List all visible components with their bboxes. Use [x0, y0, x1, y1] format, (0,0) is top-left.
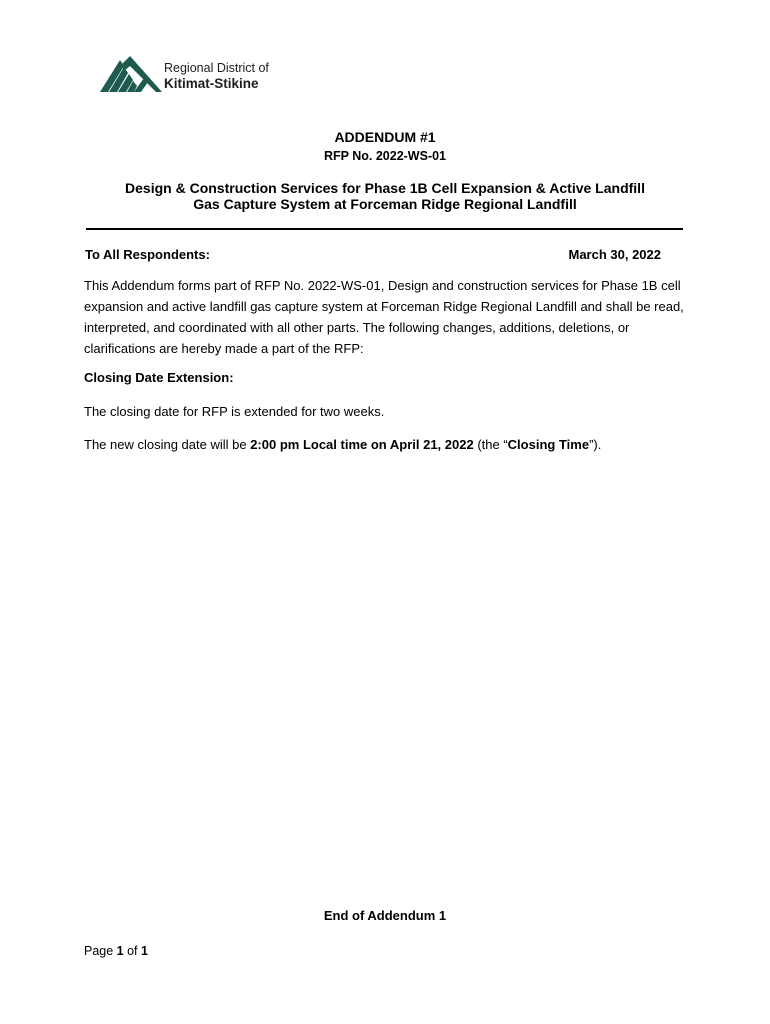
page-number — [84, 944, 148, 958]
organization-logo — [100, 52, 280, 94]
title-divider — [86, 228, 683, 230]
new-date-suffix: ”). — [589, 437, 602, 452]
closing-time-term: Closing Time — [507, 437, 590, 452]
closing-date-heading: Closing Date Extension: — [84, 370, 234, 385]
addendum-title: ADDENDUM #1 — [334, 129, 436, 145]
new-date-value: 2:00 pm Local time on April 21, 2022 — [250, 437, 474, 452]
project-title-line1: Design & Construction Services for Phase 1B Cell Expansion & Active Landfill — [125, 180, 645, 196]
page-total: 1 — [141, 944, 148, 958]
page-of-label: of — [123, 944, 141, 958]
page-current: 1 — [116, 944, 124, 958]
recipients-label: To All Respondents: — [85, 247, 210, 262]
new-date-middle: (the “ — [473, 437, 508, 452]
logo-text-line1: Regional District of — [164, 61, 269, 75]
extension-paragraph: The closing date for RFP is extended for two weeks. — [84, 404, 385, 419]
new-closing-date-paragraph — [84, 434, 694, 455]
project-title — [0, 180, 770, 212]
intro-paragraph: This Addendum forms part of RFP No. 2022-WS-01, Design and construction services for Phase 1B cell expansion and active landfill gas capture system at Forceman Ridge Regional Landfill and shall be read, interpreted, and coordinated with all other parts. The following changes, additions, deletions, or clarifications are hereby made a part of the RFP: — [84, 278, 684, 356]
page-label: Page — [84, 944, 117, 958]
mountain-logo-icon — [100, 54, 162, 94]
document-date: March 30, 2022 — [568, 247, 661, 262]
project-title-line2: Gas Capture System at Forceman Ridge Regional Landfill — [193, 196, 577, 212]
rfp-number: RFP No. 2022-WS-01 — [323, 149, 447, 163]
end-of-addendum: End of Addendum 1 — [323, 908, 447, 923]
new-date-prefix: The new closing date will be — [84, 437, 251, 452]
logo-text-line2: Kitimat-Stikine — [164, 76, 259, 91]
